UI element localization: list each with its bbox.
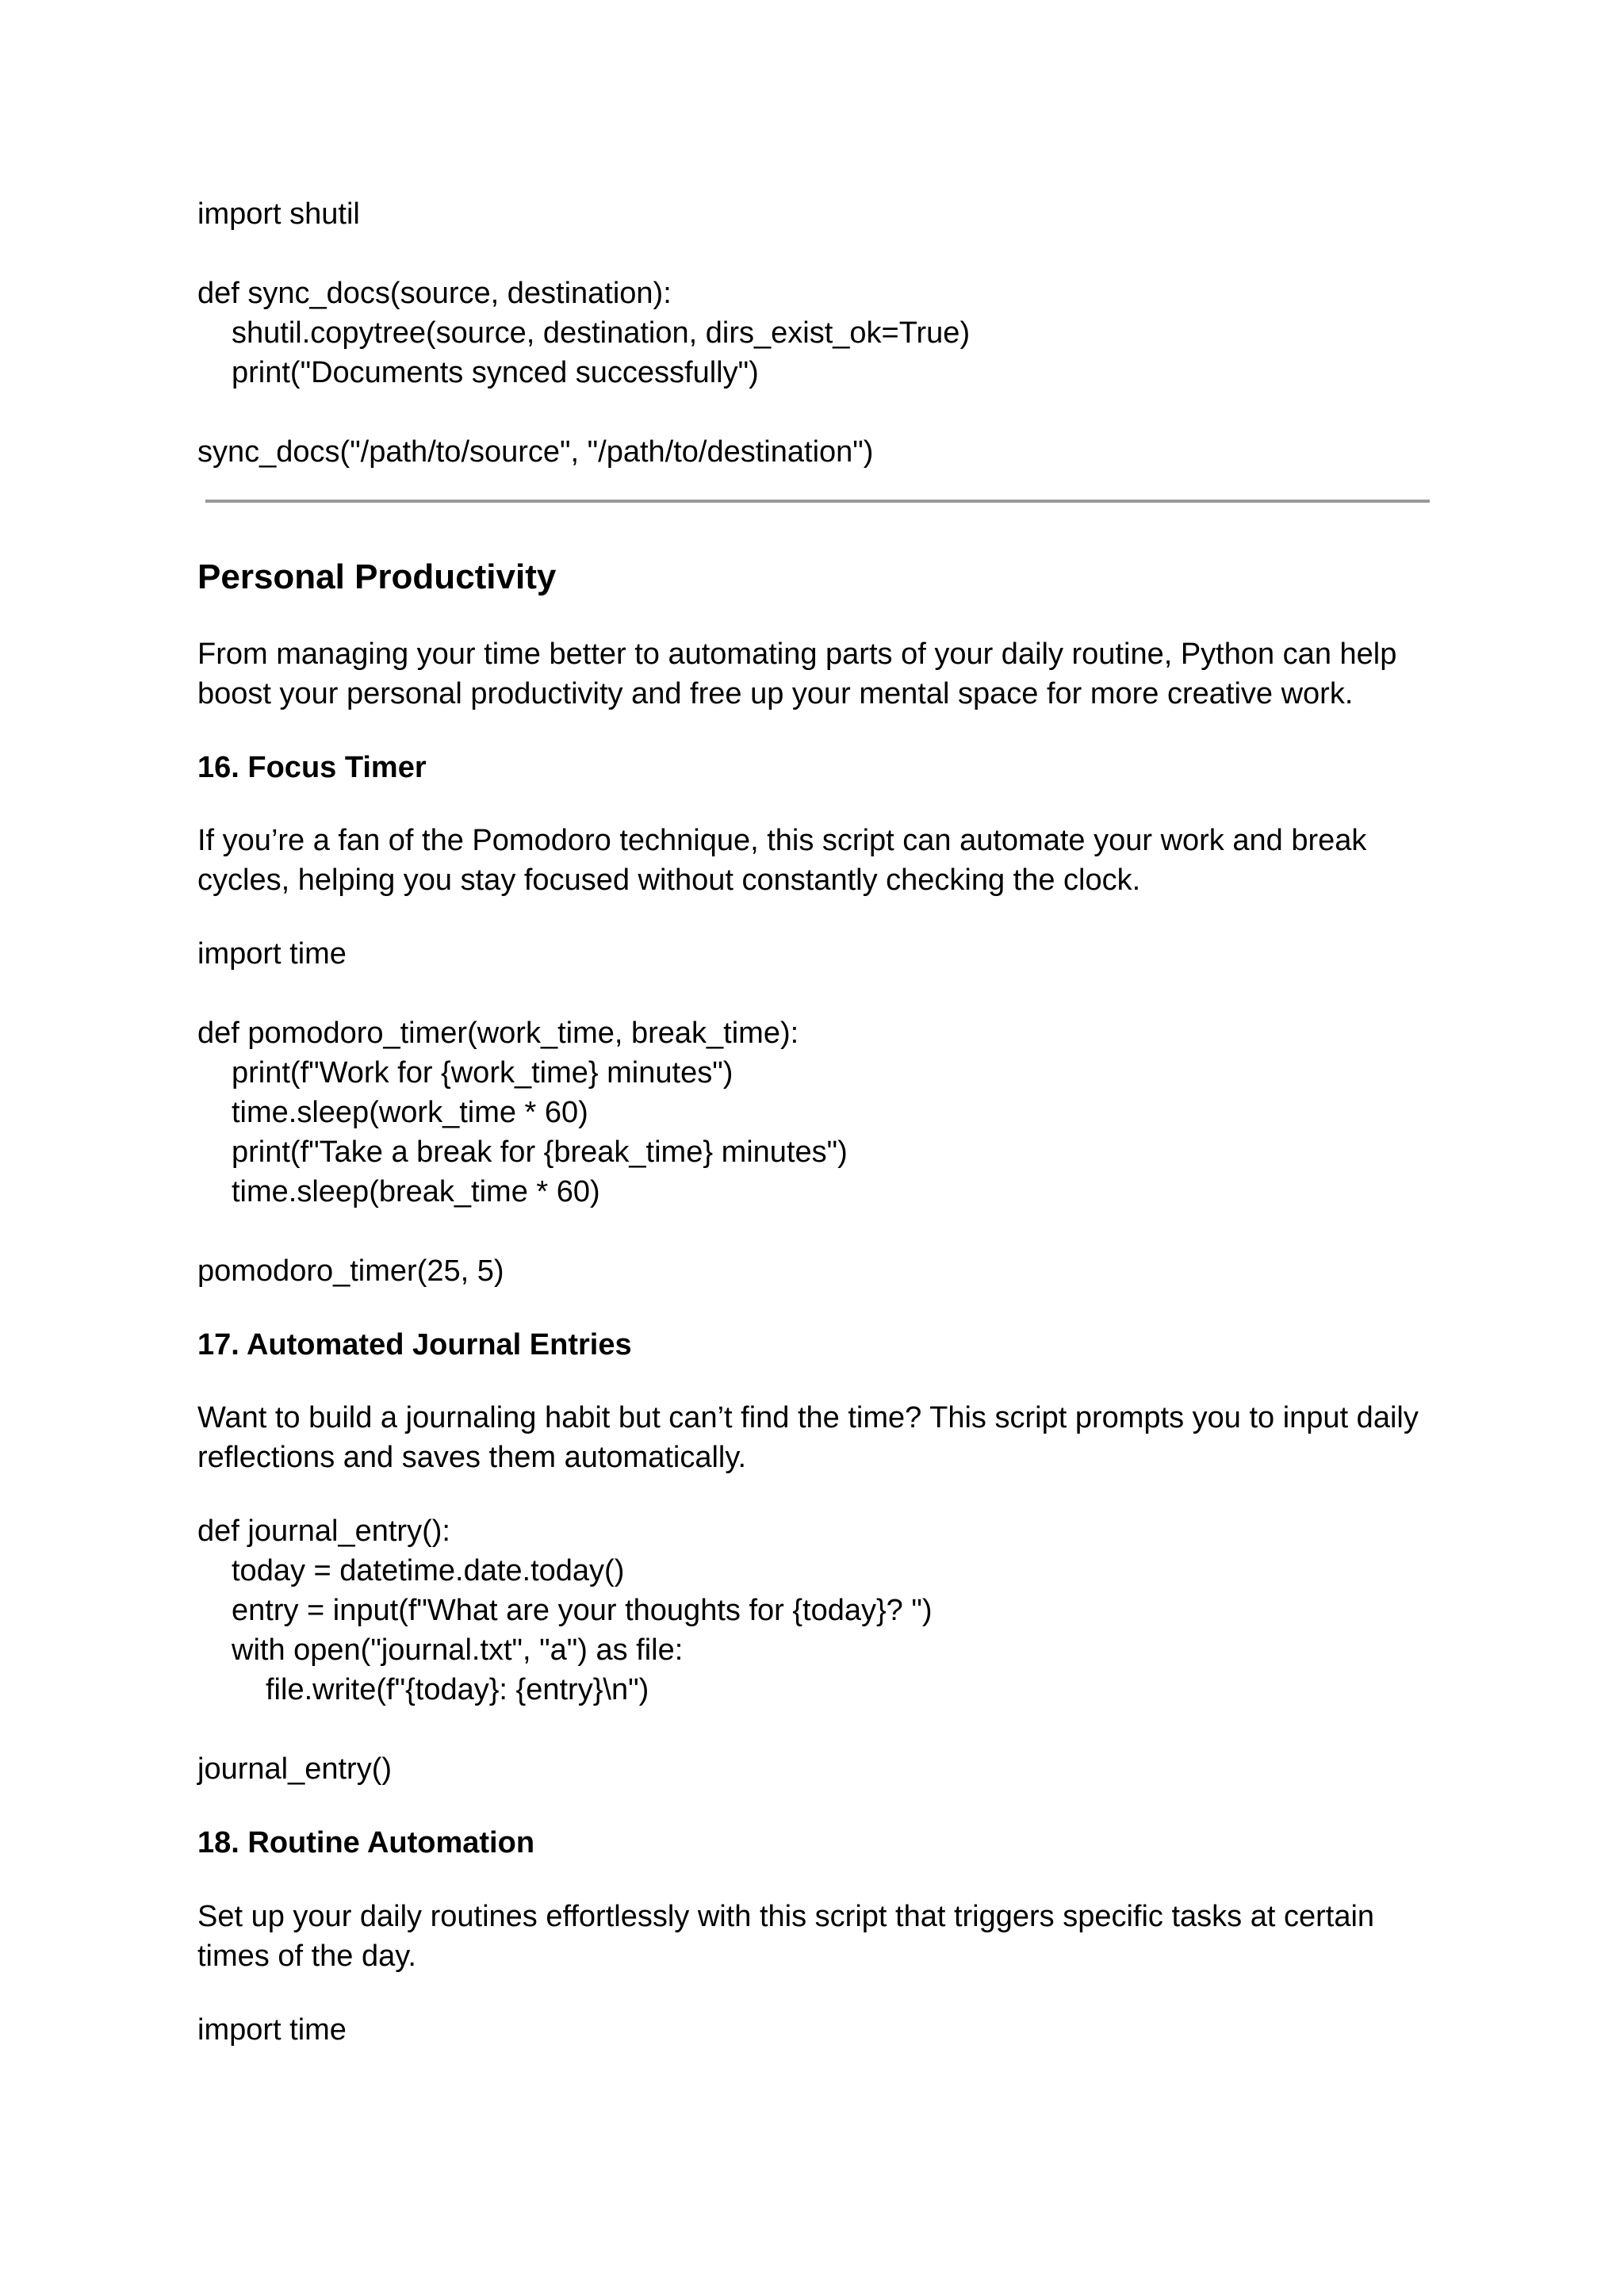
item-description-routine: Set up your daily routines effortlessly with this script that triggers specific tasks at certain times of the day.	[197, 1900, 1375, 1973]
code-line: entry = input(f"What are your thoughts for {today}? ")	[232, 1594, 933, 1627]
code-line: def sync_docs(source, destination):	[197, 277, 672, 310]
item-description-focus-timer: If you’re a fan of the Pomodoro technique, this script can automate your work and break cycles, helping you stay focused without constantly checking the clock.	[197, 824, 1367, 897]
code-line: time.sleep(work_time * 60)	[232, 1096, 588, 1129]
code-block-sync-docs	[197, 194, 970, 472]
section-intro: From managing your time better to automating parts of your daily routine, Python can help boost your personal productivity and free up your mental space for more creative work.	[197, 638, 1397, 710]
item-description-journal: Want to build a journaling habit but can’t find the time? This script prompts you to input daily reflections and saves them automatically.	[197, 1401, 1419, 1474]
code-line: today = datetime.date.today()	[232, 1554, 625, 1587]
code-block-pomodoro	[197, 934, 848, 1291]
code-line: import shutil	[197, 197, 360, 231]
item-heading-journal: 17. Automated Journal Entries	[197, 1328, 632, 1361]
code-line: with open("journal.txt", "a") as file:	[232, 1633, 684, 1667]
code-line: import time	[197, 937, 347, 971]
code-line: def journal_entry():	[197, 1515, 450, 1548]
code-line-blank	[197, 1212, 848, 1251]
code-block-journal	[197, 1511, 933, 1789]
code-line: print(f"Work for {work_time} minutes")	[232, 1056, 733, 1090]
code-line: print(f"Take a break for {break_time} minutes")	[232, 1136, 848, 1169]
item-heading-focus-timer: 16. Focus Timer	[197, 751, 427, 784]
code-line: time.sleep(break_time * 60)	[232, 1175, 600, 1208]
code-line: journal_entry()	[197, 1752, 392, 1786]
horizontal-divider	[205, 500, 1430, 503]
code-line-blank	[197, 1710, 933, 1749]
code-line: print("Documents synced successfully")	[232, 356, 759, 389]
item-heading-routine: 18. Routine Automation	[197, 1826, 535, 1859]
code-line-blank	[197, 974, 848, 1013]
code-line: file.write(f"{today}: {entry}\n")	[266, 1673, 649, 1706]
section-title: Personal Productivity	[197, 557, 557, 596]
code-line: import time	[197, 2013, 347, 2047]
document-page	[197, 0, 1434, 2294]
code-line-blank	[197, 393, 970, 432]
code-line: pomodoro_timer(25, 5)	[197, 1254, 504, 1288]
code-line-blank	[197, 234, 970, 274]
code-line: def pomodoro_timer(work_time, break_time):	[197, 1017, 799, 1050]
code-line: sync_docs("/path/to/source", "/path/to/destination")	[197, 435, 874, 469]
code-block-routine	[197, 2010, 347, 2050]
code-line: shutil.copytree(source, destination, dirs_exist_ok=True)	[232, 316, 971, 350]
